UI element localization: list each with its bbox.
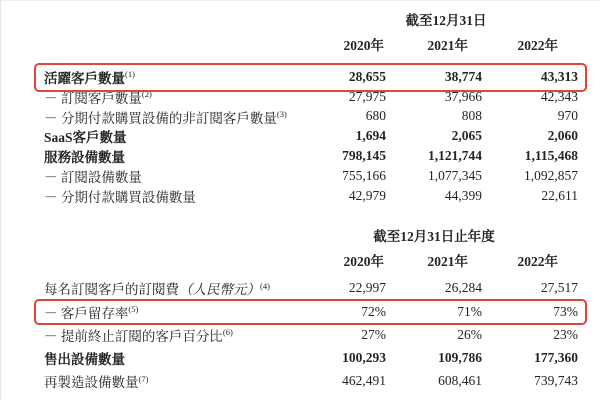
year-header-row — [44, 254, 578, 270]
row-label: － 訂閱客戶數量$^{(2)}$ — [44, 89, 152, 106]
value-cell: 680 — [365, 108, 386, 124]
footnote-ref: (5) — [128, 304, 139, 315]
value-cell: 1,092,857 — [524, 167, 578, 183]
table-row-customer-retention-rate — [44, 300, 578, 323]
table-row-subscription-customers — [44, 87, 578, 107]
value-cell: 73% — [553, 303, 578, 319]
year-header-2020: 2020年 — [343, 253, 384, 269]
footnote-ref: (7) — [138, 373, 149, 384]
value-cell: 177,360 — [534, 350, 578, 366]
table-row-early-termination-pct — [44, 323, 578, 346]
value-cell: 72% — [361, 303, 386, 319]
table-row-subscription-fee — [44, 277, 578, 300]
value-cell: 2,060 — [547, 128, 578, 144]
row-label: － 客戶留存率$^{(5)}$ — [44, 304, 139, 321]
spacer-cell — [44, 254, 290, 270]
footnote-ref: (3) — [276, 109, 287, 119]
table-row-installment-devices — [44, 186, 578, 206]
value-cell: 42,343 — [540, 88, 578, 104]
year-header-2020: 2020年 — [343, 38, 384, 53]
table-row-installment-nonsub-customers — [44, 107, 578, 127]
table-row-devices-sold — [44, 346, 578, 369]
value-cell: 28,655 — [348, 68, 386, 84]
period-header: 截至12月31日止年度 — [373, 228, 495, 244]
footnote-ref: (1) — [125, 69, 135, 80]
value-cell: 22,611 — [541, 187, 578, 203]
value-cell: 970 — [557, 108, 578, 124]
row-label: － 訂閱設備數量 — [44, 169, 142, 185]
row-label: SaaS客戶數量 — [44, 130, 127, 146]
value-cell: 808 — [461, 108, 482, 124]
value-cell: 739,743 — [534, 373, 578, 389]
row-label: － 分期付款購買設備數量 — [44, 189, 196, 205]
row-label: 售出設備數量 — [44, 352, 125, 368]
currency-note: （人民幣元） — [179, 282, 260, 298]
value-cell: 71% — [457, 303, 482, 319]
row-label: － 提前終止訂閱的客戶百分比$^{(6)}$ — [44, 327, 233, 344]
footnote-ref: (4) — [260, 280, 270, 291]
value-cell: 1,121,744 — [428, 148, 482, 164]
table-row-remanufactured-devices — [44, 370, 578, 393]
spacer-cell — [44, 229, 290, 245]
value-cell: 608,461 — [438, 373, 482, 389]
value-cell: 27% — [361, 326, 386, 342]
value-cell: 798,145 — [342, 148, 386, 164]
row-label: 服務設備數量 — [44, 150, 125, 166]
value-cell: 100,293 — [342, 350, 386, 366]
row-label: 每名訂閱客戶的訂閱費（人民幣元）$^{(4)}$ — [44, 280, 270, 298]
year-header-2022: 2022年 — [517, 253, 558, 269]
value-cell: 42,979 — [348, 187, 386, 203]
value-cell: 26,284 — [444, 280, 482, 296]
table-row-serviced-devices — [44, 146, 578, 166]
row-label: 再製造設備數量$^{(7)}$ — [44, 373, 149, 391]
year-header-2021: 2021年 — [427, 253, 468, 269]
value-cell: 1,694 — [355, 128, 386, 144]
year-header-2021: 2021年 — [427, 38, 468, 53]
annual-metrics-table — [44, 229, 578, 393]
value-cell: 27,975 — [348, 88, 386, 104]
table-body — [44, 277, 578, 393]
row-label: 活躍客戶數量$^{(1)}$ — [44, 69, 135, 86]
value-cell: 22,997 — [348, 280, 386, 296]
spacer-cell — [44, 38, 290, 54]
table-row-subscription-devices — [44, 166, 578, 186]
value-cell: 1,077,345 — [428, 167, 482, 183]
value-cell: 1,115,468 — [524, 148, 578, 164]
year-header-2022: 2022年 — [517, 38, 558, 53]
spacer-cell — [44, 13, 290, 29]
value-cell: 109,786 — [438, 350, 482, 366]
period-header-row — [44, 229, 578, 245]
period-header-row — [44, 13, 578, 29]
row-label: － 分期付款購買設備的非訂閱客戶數量$^{(3)}$ — [44, 109, 287, 126]
table-row-saas-customers — [44, 126, 578, 146]
value-cell: 37,966 — [444, 88, 482, 104]
table-body — [44, 67, 578, 206]
value-cell: 755,166 — [342, 167, 386, 183]
footnote-ref: (6) — [222, 327, 233, 338]
value-cell: 44,399 — [444, 187, 482, 203]
footnote-ref: (2) — [141, 89, 152, 100]
year-header-row — [44, 38, 578, 54]
value-cell: 23% — [553, 326, 578, 342]
table-row-active-customers — [44, 67, 578, 87]
value-cell: 2,065 — [451, 128, 482, 144]
period-header: 截至12月31日 — [405, 13, 487, 28]
value-cell: 43,313 — [540, 68, 578, 84]
value-cell: 27,517 — [540, 280, 578, 296]
value-cell: 38,774 — [444, 68, 482, 84]
value-cell: 462,491 — [342, 373, 386, 389]
customer-metrics-table — [44, 13, 578, 206]
value-cell: 26% — [457, 326, 482, 342]
